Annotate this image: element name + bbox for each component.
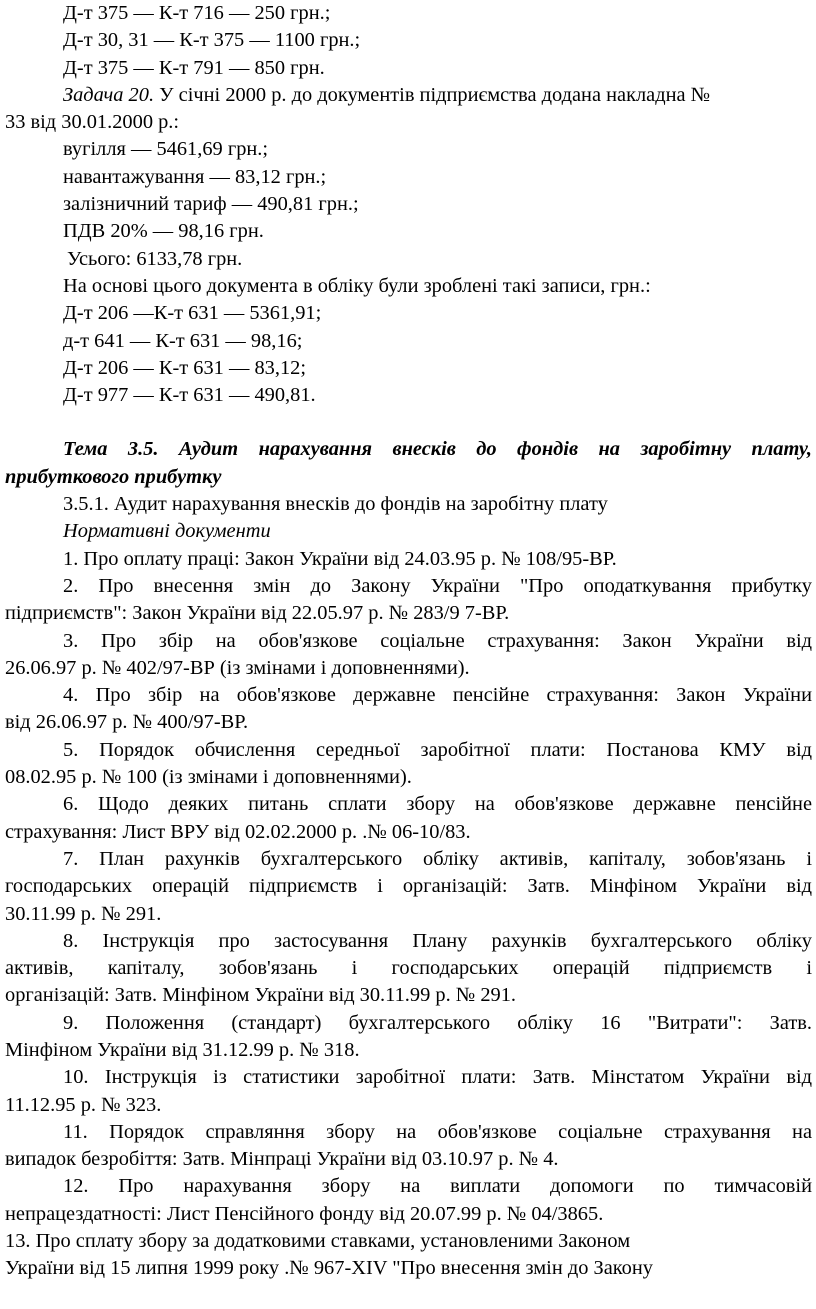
document-entry-line: 1. Про оплату праці: Закон України від 24.03.95 р. № 108/95-ВР.	[63, 547, 617, 570]
tail-line: України від 15 липня 1999 року .№ 967-XIV "Про внесення змін до Закону	[5, 1257, 653, 1280]
invoice-total: Усього: 6133,78 грн.	[67, 247, 243, 270]
records-intro: На основі цього документа в обліку були зроблені такі записи, грн.:	[63, 274, 651, 297]
document-entry-line: 08.02.95 р. № 100 (із змінами і доповненнями).	[5, 766, 412, 789]
document-entry-line: 3. Про збір на обов'язкове соціальне страхування: Закон України від	[63, 629, 812, 652]
tail-line: 13. Про сплату збору за додатковими ставками, установленими Законом	[5, 1230, 631, 1253]
spacer	[5, 409, 812, 436]
document-entry-line: господарських операцій підприємств і організацій: Затв. Мінфіном України від	[5, 875, 812, 898]
document-entry-line: 26.06.97 р. № 402/97-ВР (із змінами і доповненнями).	[5, 656, 470, 679]
task-20-second-line: 33 від 30.01.2000 р.:	[5, 111, 180, 134]
document-entry-line: 30.11.99 р. № 291.	[5, 902, 162, 925]
document-entry	[5, 1010, 812, 1065]
document-entry-line: 8. Інструкція про застосування Плану рахунків бухгалтерського обліку	[63, 929, 812, 952]
document-entry-line: активів, капіталу, зобов'язань і господарських операцій підприємств і	[5, 957, 812, 980]
invoice-item: ПДВ 20% — 98,16 грн.	[63, 220, 264, 243]
invoice-item: залізничний тариф — 490,81 грн.;	[63, 193, 359, 216]
document-entry-line: організацій: Затв. Мінфіном України від 30.11.99 р. № 291.	[5, 984, 516, 1007]
documents-list	[5, 546, 812, 1228]
document-entry-line: 11. Порядок справляння збору на обов'язкове соціальне страхування на	[63, 1120, 812, 1143]
document-entry-line: 7. План рахунків бухгалтерського обліку активів, капіталу, зобов'язань і	[63, 847, 812, 870]
entry-line: Д-т 375 — К-т 716 — 250 грн.;	[63, 2, 331, 24]
entry-line: Д-т 375 — К-т 791 — 850 грн.	[63, 56, 325, 79]
document-entry-line: страхування: Лист ВРУ від 02.02.2000 р. .№ 06-10/83.	[5, 820, 471, 843]
document-entry	[5, 1064, 812, 1119]
document-entry-line: непрацездатності: Лист Пенсійного фонду від 20.07.99 р. № 04/3865.	[5, 1202, 604, 1225]
invoice-item: вугілля — 5461,69 грн.;	[63, 138, 269, 161]
document-entry	[5, 791, 812, 846]
task-20-label: Задача 20.	[63, 83, 155, 106]
document-entry-line: 6. Щодо деяких питань сплати збору на обов'язкове державне пенсійне	[63, 793, 812, 816]
invoice-item: навантажування — 83,12 грн.;	[63, 165, 327, 188]
task-20-text: У січні 2000 р. до документів підприємства додана накладна №	[154, 83, 711, 106]
document-entry-line: Мінфіном України від 31.12.99 р. № 318.	[5, 1038, 360, 1061]
docs-heading: Нормативні документи	[63, 520, 271, 543]
document-entry	[5, 846, 812, 928]
document-entry	[5, 546, 812, 573]
document-entry	[5, 928, 812, 1010]
document-entry	[5, 682, 812, 737]
record-line: Д-т 206 — К-т 631 — 83,12;	[63, 356, 306, 379]
entry-line: Д-т 30, 31 — К-т 375 — 1100 грн.;	[63, 29, 361, 52]
document-entry-line: 9. Положення (стандарт) бухгалтерського обліку 16 "Витрати": Затв.	[63, 1011, 812, 1034]
subsection-title: 3.5.1. Аудит нарахування внесків до фондів на заробітну плату	[63, 493, 608, 516]
document-entry	[5, 628, 812, 683]
topic-heading-line: прибуткового прибутку	[5, 465, 222, 488]
document-entry-line: 11.12.95 р. № 323.	[5, 1093, 162, 1116]
record-line: Д-т 977 — К-т 631 — 490,81.	[63, 384, 316, 407]
document-entry	[5, 1119, 812, 1174]
document-entry-line: підприємств": Закон України від 22.05.97 р. № 283/9 7-ВР.	[5, 602, 510, 625]
task-20-first-line	[5, 82, 812, 109]
document-entry-line: 12. Про нарахування збору на виплати допомоги по тимчасовій	[63, 1175, 812, 1198]
document-entry	[5, 573, 812, 628]
document-entry-line: 4. Про збір на обов'язкове державне пенсійне страхування: Закон України	[63, 684, 812, 707]
topic-heading	[5, 436, 812, 491]
document-entry	[5, 737, 812, 792]
document-entry-line: 2. Про внесення змін до Закону України "Про оподаткування прибутку	[63, 574, 812, 597]
document-entry	[5, 1173, 812, 1228]
document-entry-line: 10. Інструкція із статистики заробітної плати: Затв. Мінстатом України від	[63, 1066, 812, 1089]
record-line: д-т 641 — К-т 631 — 98,16;	[63, 329, 303, 352]
document-entry-line: 5. Порядок обчислення середньої заробітної плати: Постанова КМУ від	[63, 738, 812, 761]
record-line: Д-т 206 —К-т 631 — 5361,91;	[63, 302, 322, 325]
topic-heading-line: Тема 3.5. Аудит нарахування внесків до фондів на заробітну плату,	[63, 438, 812, 461]
document-entry-line: випадок безробіття: Затв. Мінпраці України від 03.10.97 р. № 4.	[5, 1148, 559, 1171]
document-entry-line: від 26.06.97 р. № 400/97-ВР.	[5, 711, 249, 734]
